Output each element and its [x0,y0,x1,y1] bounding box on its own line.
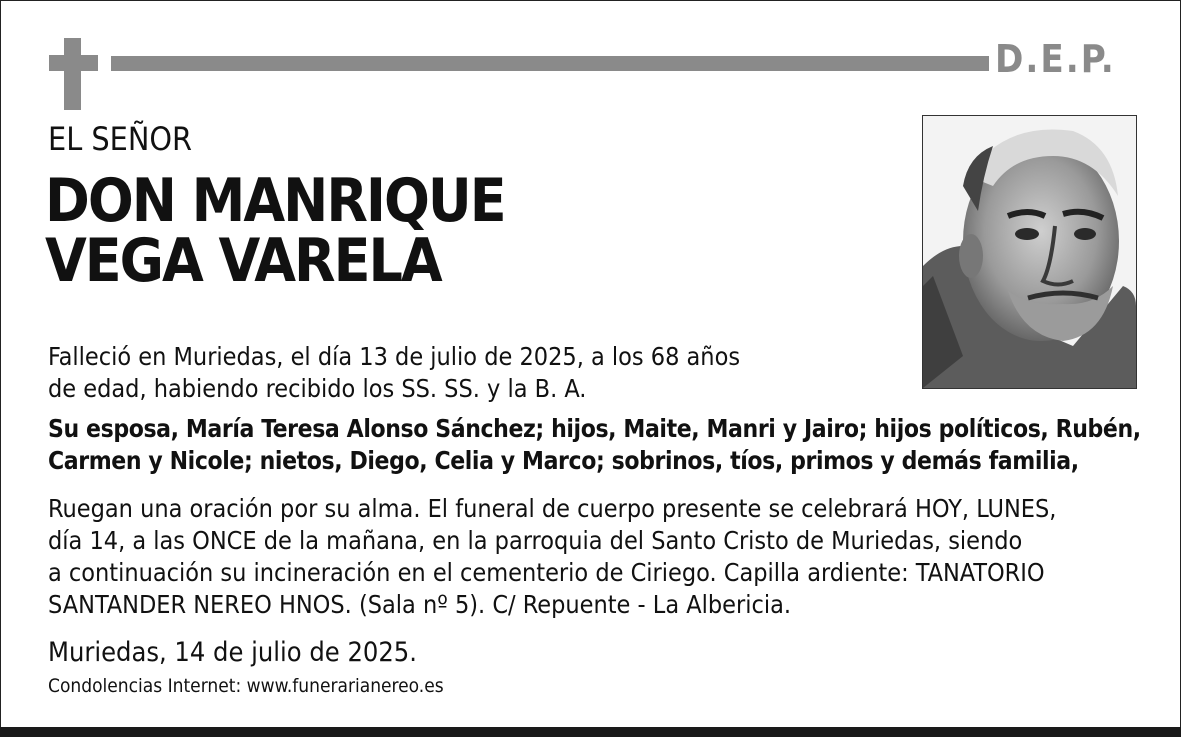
funeral-notice [48,493,1056,621]
bottom-rule [0,727,1181,737]
funeral-line: Ruegan una oración por su alma. El funeral de cuerpo presente se celebrará HOY, LUNES, [48,494,1057,523]
funeral-line: día 14, a las ONCE de la mañana, en la parroquia del Santo Cristo de Muriedas, siendo [48,526,1023,555]
cross-icon [64,38,81,110]
cross-icon-bar [49,55,98,71]
place-date: Muriedas, 14 de julio de 2025. [48,637,417,668]
dep-label: D.E.P. [995,37,1116,81]
funeral-line: SANTANDER NEREO HNOS. (Sala nº 5). C/ Repuente - La Albericia. [48,590,792,619]
header-rule [111,56,989,71]
family-notice [48,413,1141,477]
name-line-1: DON MANRIQUE [45,166,505,236]
death-line: de edad, habiendo recibido los SS. SS. y la B. A. [48,374,587,403]
death-line: Falleció en Muriedas, el día 13 de julio de 2025, a los 68 años [48,342,741,371]
deceased-name [45,166,505,296]
family-line: Su esposa, María Teresa Alonso Sánchez; hijos, Maite, Manri y Jairo; hijos políticos, Rubén, [48,414,1141,443]
honorific: EL SEÑOR [48,120,193,158]
death-notice [48,341,740,405]
funeral-line: a continuación su incineración en el cementerio de Ciriego. Capilla ardiente: TANATORIO [48,558,1045,587]
family-line: Carmen y Nicole; nietos, Diego, Celia y Marco; sobrinos, tíos, primos y demás familia, [48,446,1079,475]
portrait-illustration [923,116,1136,388]
name-line-2: VEGA VARELA [45,226,441,296]
portrait-photo [922,115,1137,389]
condolences-line: Condolencias Internet: www.funerarianereo.es [48,675,444,697]
